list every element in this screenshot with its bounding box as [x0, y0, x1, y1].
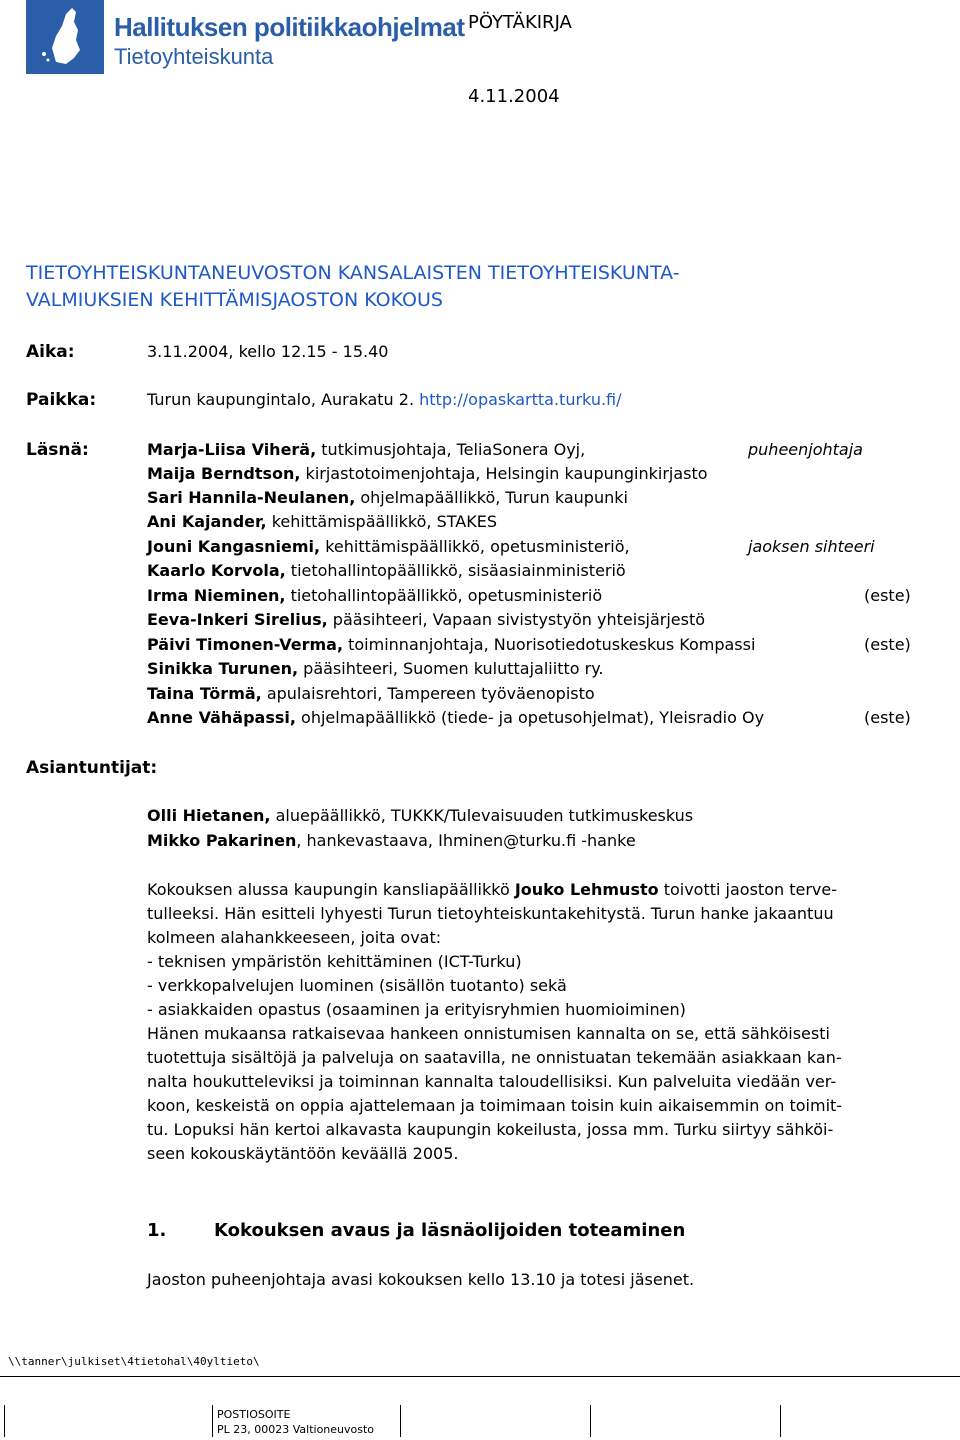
intro-name: Jouko Lehmusto: [514, 880, 659, 899]
attendee-role: jaoksen sihteeri: [748, 537, 875, 556]
attendee-row: [147, 610, 705, 629]
intro-line: nalta houkutteleviksi ja toiminnan kannalta taloudellisiksi. Kun palveluita viedään ver-: [147, 1072, 837, 1091]
expert-row: [147, 806, 693, 825]
logo-title: Hallituksen politiikkaohjelmat: [114, 12, 465, 42]
document-type: PÖYTÄKIRJA: [468, 12, 572, 33]
intro-line: Hänen mukaansa ratkaisevaa hankeen onnistumisen kannalta on se, että sähköisesti: [147, 1024, 830, 1043]
expert-name: Olli Hietanen,: [147, 806, 271, 825]
attendee-name: Eeva-Inkeri Sirelius,: [147, 610, 328, 629]
attendee-row: [147, 561, 626, 580]
intro-list-item: - asiakkaiden opastus (osaaminen ja erityisryhmien huomioiminen): [147, 1000, 686, 1019]
logo-subtitle: Tietoyhteiskunta: [114, 44, 274, 69]
expert-row: [147, 831, 636, 850]
time-label: Aika:: [26, 342, 75, 362]
postal-address: PL 23, 00023 Valtioneuvosto: [217, 1423, 375, 1436]
attendee-desc: ohjelmapäällikkö (tiede- ja opetusohjelmat), Yleisradio Oy: [295, 708, 765, 727]
section-number: 1.: [147, 1220, 167, 1241]
expert-desc: aluepäällikkö, TUKKK/Tulevaisuuden tutkimuskeskus: [270, 806, 694, 825]
document-date: 4.11.2004: [468, 86, 560, 107]
experts-label: Asiantuntijat:: [26, 758, 158, 778]
intro-line: seen kokouskäytäntöön keväällä 2005.: [147, 1144, 459, 1163]
intro-list-item: - teknisen ympäristön kehittäminen (ICT-Turku): [147, 952, 522, 971]
intro-line: tulleeksi. Hän esitteli lyhyesti Turun tietoyhteiskuntakehitystä. Turun hanke jakaantuu: [147, 904, 834, 923]
attendee-absent-note: (este): [864, 635, 911, 654]
file-path: \\tanner\julkiset\4tietohal\40yltieto\: [8, 1355, 260, 1368]
time-value: 3.11.2004, kello 12.15 - 15.40: [147, 342, 389, 361]
attendee-desc: kehittämispäällikkö, STAKES: [266, 512, 497, 531]
attendee-name: Sinikka Turunen,: [147, 659, 299, 678]
expert-name: Mikko Pakarinen: [147, 831, 297, 850]
attendee-desc: tietohallintopäällikkö, sisäasiainministeriö: [285, 561, 626, 580]
place-value: Turun kaupungintalo, Aurakatu 2.: [147, 390, 415, 409]
footer-divider: [0, 1376, 960, 1377]
attendee-row: [147, 464, 708, 483]
finland-map-icon: [26, 0, 104, 74]
attendee-desc: pääsihteeri, Vapaan sivistystyön yhteisjärjestö: [327, 610, 706, 629]
meeting-title-line-1: TIETOYHTEISKUNTANEUVOSTON KANSALAISTEN TIETOYHTEISKUNTA-: [26, 262, 680, 284]
attendee-row: [147, 512, 497, 531]
attendee-row: [147, 708, 764, 727]
attendee-name: Kaarlo Korvola,: [147, 561, 286, 580]
footer-column-divider: [4, 1405, 5, 1437]
intro-line: tuotettuja sisältöjä ja palveluja on saatavilla, ne onnistuatan tekemään asiakkaan kan-: [147, 1048, 842, 1067]
attendee-desc: kehittämispäällikkö, opetusministeriö,: [320, 537, 630, 556]
attendee-desc: ohjelmapäällikkö, Turun kaupunki: [355, 488, 628, 507]
intro-line: koon, keskeistä on oppia ajattelemaan ja toimimaan toisin kuin aikaisemmin on toimit-: [147, 1096, 843, 1115]
attendee-row: [147, 440, 585, 459]
intro-line: kolmeen alahankkeeseen, joita ovat:: [147, 928, 442, 947]
attendees-label: Läsnä:: [26, 440, 89, 460]
intro-text: Kokouksen alussa kaupungin kansliapäällikkö: [147, 880, 515, 899]
attendee-desc: tutkimusjohtaja, TeliaSonera Oyj,: [316, 440, 586, 459]
attendee-name: Irma Nieminen,: [147, 586, 286, 605]
footer-column-divider: [590, 1405, 591, 1437]
attendee-name: Anne Vähäpassi,: [147, 708, 296, 727]
attendee-name: Jouni Kangasniemi,: [147, 537, 321, 556]
attendee-name: Sari Hannila-Neulanen,: [147, 488, 356, 507]
footer-column-divider: [212, 1405, 213, 1437]
footer-column-divider: [780, 1405, 781, 1437]
attendee-name: Päivi Timonen-Verma,: [147, 635, 344, 654]
attendee-row: [147, 488, 628, 507]
intro-list-item: - verkkopalvelujen luominen (sisällön tuotanto) sekä: [147, 976, 567, 995]
intro-line: tu. Lopuksi hän kertoi alkavasta kaupungin kokeilusta, jossa mm. Turku siirtyy sähköi-: [147, 1120, 834, 1139]
meeting-title-line-2: VALMIUKSIEN KEHITTÄMISJAOSTON KOKOUS: [26, 289, 443, 311]
expert-desc: , hankevastaava, Ihminen@turku.fi -hanke: [296, 831, 636, 850]
attendee-desc: toiminnanjohtaja, Nuorisotiedotuskeskus Kompassi: [343, 635, 756, 654]
attendee-name: Ani Kajander,: [147, 512, 267, 531]
attendee-absent-note: (este): [864, 708, 911, 727]
attendee-name: Taina Törmä,: [147, 684, 262, 703]
map-link[interactable]: http://opaskartta.turku.fi/: [419, 390, 622, 409]
attendee-desc: tietohallintopäällikkö, opetusministeriö: [285, 586, 603, 605]
attendee-desc: pääsihteeri, Suomen kuluttajaliitto ry.: [298, 659, 604, 678]
attendee-absent-note: (este): [864, 586, 911, 605]
section-title: Kokouksen avaus ja läsnäolijoiden toteaminen: [214, 1220, 686, 1241]
intro-text: toivotti jaoston terve-: [658, 880, 837, 899]
attendee-role: puheenjohtaja: [748, 440, 863, 459]
postal-address-label: POSTIOSOITE: [217, 1408, 291, 1421]
attendee-desc: kirjastotoimenjohtaja, Helsingin kaupunginkirjasto: [300, 464, 708, 483]
attendee-row: [147, 659, 603, 678]
attendee-row: [147, 635, 755, 654]
section-text: Jaoston puheenjohtaja avasi kokouksen kello 13.10 ja totesi jäsenet.: [147, 1270, 695, 1289]
attendee-row: [147, 586, 602, 605]
government-logo-emblem: [26, 0, 104, 74]
attendee-name: Maija Berndtson,: [147, 464, 301, 483]
footer-column-divider: [400, 1405, 401, 1437]
attendee-row: [147, 537, 630, 556]
place-row: [147, 390, 622, 409]
intro-paragraph: [147, 878, 927, 1166]
place-label: Paikka:: [26, 390, 97, 410]
attendee-row: [147, 684, 595, 703]
attendee-name: Marja-Liisa Viherä,: [147, 440, 317, 459]
attendee-desc: apulaisrehtori, Tampereen työväenopisto: [261, 684, 595, 703]
